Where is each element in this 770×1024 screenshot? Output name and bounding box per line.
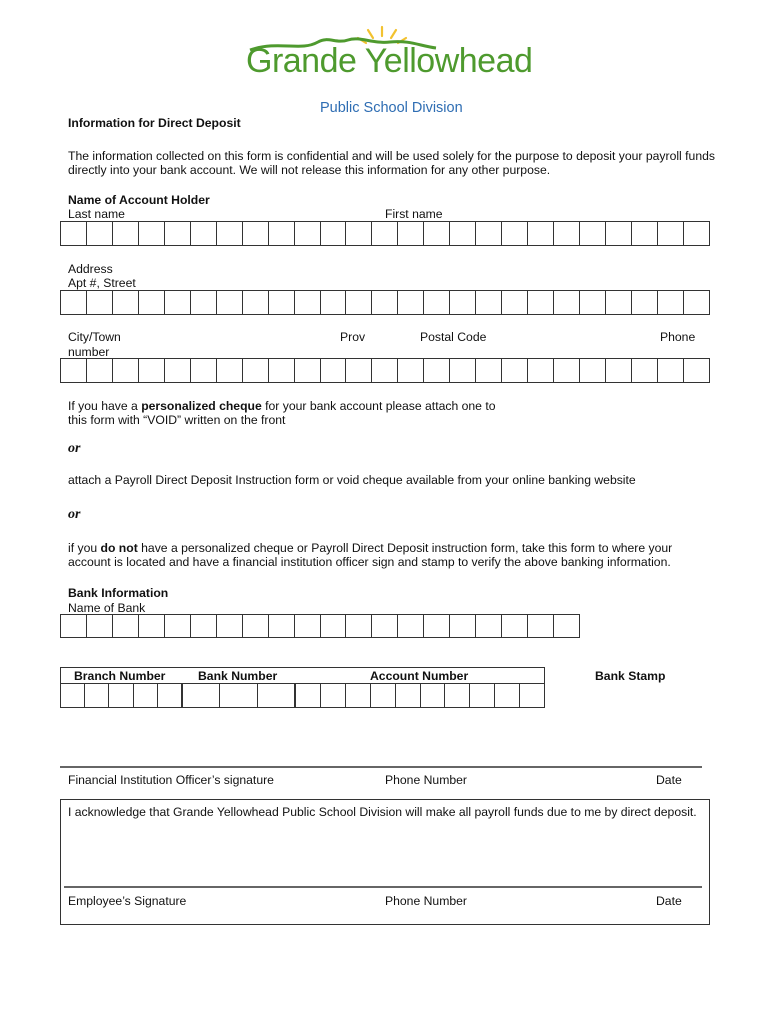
- char-box[interactable]: [528, 359, 554, 382]
- char-box[interactable]: [85, 684, 109, 707]
- char-box[interactable]: [139, 615, 165, 637]
- char-box[interactable]: [321, 359, 347, 382]
- char-box[interactable]: [113, 359, 139, 382]
- char-box[interactable]: [321, 291, 347, 314]
- char-box[interactable]: [217, 291, 243, 314]
- char-box[interactable]: [502, 359, 528, 382]
- char-box[interactable]: [398, 291, 424, 314]
- account-number-label: Account Number: [370, 669, 469, 683]
- char-box[interactable]: [372, 291, 398, 314]
- char-box[interactable]: [139, 359, 165, 382]
- char-box[interactable]: [243, 615, 269, 637]
- char-box[interactable]: [220, 684, 257, 707]
- char-box[interactable]: [269, 291, 295, 314]
- bank-number-boxes[interactable]: [182, 683, 295, 708]
- attach-text: attach a Payroll Direct Deposit Instruction form or void cheque available from your online banking website: [68, 473, 636, 487]
- char-box[interactable]: [398, 615, 424, 637]
- char-box[interactable]: [450, 615, 476, 637]
- char-box[interactable]: [470, 684, 495, 707]
- officer-date-label: Date: [656, 773, 682, 787]
- char-box[interactable]: [554, 222, 580, 245]
- cheque-text: [68, 399, 496, 413]
- cheque-bold: personalized cheque: [141, 399, 262, 413]
- bank-number-label: Bank Number: [198, 669, 278, 683]
- char-box[interactable]: [632, 222, 658, 245]
- first-name-label: First name: [385, 207, 443, 221]
- officer-signature-label: Financial Institution Officer’s signature: [68, 773, 274, 787]
- employee-phone-label: Phone Number: [385, 894, 467, 908]
- char-box[interactable]: [295, 359, 321, 382]
- char-box[interactable]: [528, 222, 554, 245]
- char-box[interactable]: [658, 359, 684, 382]
- intro-text: The information collected on this form is confidential and will be used solely for the purpose to deposit your payroll funds directly into your bank account. We will not release this information for any other purpose.: [68, 149, 715, 177]
- address-boxes[interactable]: [60, 290, 710, 315]
- char-box[interactable]: [502, 222, 528, 245]
- char-box[interactable]: [580, 222, 606, 245]
- char-box[interactable]: [346, 222, 372, 245]
- char-box[interactable]: [61, 222, 87, 245]
- phone-label: Phone: [660, 330, 696, 344]
- char-box[interactable]: [476, 615, 502, 637]
- donot-bold: do not: [100, 541, 138, 555]
- char-box[interactable]: [139, 222, 165, 245]
- char-box[interactable]: [606, 359, 632, 382]
- bank-name-boxes[interactable]: [60, 614, 580, 638]
- cheque-post: for your bank account please attach one to: [261, 399, 496, 413]
- char-box[interactable]: [321, 222, 347, 245]
- char-box[interactable]: [243, 359, 269, 382]
- char-box[interactable]: [476, 222, 502, 245]
- char-box[interactable]: [580, 359, 606, 382]
- char-box[interactable]: [424, 615, 450, 637]
- prov-label: Prov: [340, 330, 366, 344]
- char-box[interactable]: [243, 291, 269, 314]
- char-box[interactable]: [87, 222, 113, 245]
- char-box[interactable]: [658, 222, 684, 245]
- city-number-label: number: [68, 345, 110, 359]
- holder-heading: Name of Account Holder: [68, 193, 210, 207]
- employee-signature-line[interactable]: [64, 886, 702, 888]
- char-box[interactable]: [269, 359, 295, 382]
- char-box[interactable]: [134, 684, 158, 707]
- char-box[interactable]: [191, 291, 217, 314]
- char-box[interactable]: [528, 291, 554, 314]
- char-box[interactable]: [424, 222, 450, 245]
- char-box[interactable]: [495, 684, 520, 707]
- char-box[interactable]: [87, 291, 113, 314]
- char-box[interactable]: [445, 684, 470, 707]
- char-box[interactable]: [606, 291, 632, 314]
- char-box[interactable]: [528, 615, 554, 637]
- char-box[interactable]: [139, 291, 165, 314]
- char-box[interactable]: [87, 615, 113, 637]
- char-box[interactable]: [346, 684, 371, 707]
- city-boxes[interactable]: [60, 358, 710, 383]
- char-box[interactable]: [61, 291, 87, 314]
- char-box[interactable]: [450, 359, 476, 382]
- char-box[interactable]: [346, 291, 372, 314]
- logo: [240, 22, 540, 122]
- char-box[interactable]: [109, 684, 133, 707]
- char-box[interactable]: [606, 222, 632, 245]
- bank-name-label: Name of Bank: [68, 601, 146, 615]
- char-box[interactable]: [61, 615, 87, 637]
- char-box[interactable]: [61, 684, 85, 707]
- cheque-pre: If you have a: [68, 399, 142, 413]
- employee-date-label: Date: [656, 894, 682, 908]
- char-box[interactable]: [580, 291, 606, 314]
- char-box[interactable]: [554, 615, 580, 637]
- char-box[interactable]: [258, 684, 295, 707]
- char-box[interactable]: [658, 291, 684, 314]
- char-box[interactable]: [450, 291, 476, 314]
- donot-line2: account is located and have a financial institution officer sign and stamp to verify the above banking information.: [68, 555, 671, 569]
- donot-text: [68, 541, 672, 555]
- char-box[interactable]: [295, 291, 321, 314]
- acknowledge-text: I acknowledge that Grande Yellowhead Public School Division will make all payroll funds due to me by direct deposit.: [68, 805, 697, 819]
- char-box[interactable]: [371, 684, 396, 707]
- char-box[interactable]: [217, 359, 243, 382]
- char-box[interactable]: [554, 359, 580, 382]
- char-box[interactable]: [296, 684, 321, 707]
- char-box[interactable]: [520, 684, 545, 707]
- char-box[interactable]: [684, 291, 710, 314]
- char-box[interactable]: [217, 615, 243, 637]
- char-box[interactable]: [269, 222, 295, 245]
- char-box[interactable]: [396, 684, 421, 707]
- char-box[interactable]: [346, 359, 372, 382]
- char-box[interactable]: [424, 359, 450, 382]
- char-box[interactable]: [502, 615, 528, 637]
- char-box[interactable]: [476, 359, 502, 382]
- employee-signature-label: Employee’s Signature: [68, 894, 187, 908]
- account-number-boxes[interactable]: [295, 683, 545, 708]
- char-box[interactable]: [191, 222, 217, 245]
- char-box[interactable]: [476, 291, 502, 314]
- char-box[interactable]: [321, 684, 346, 707]
- char-box[interactable]: [165, 291, 191, 314]
- address-label: Address: [68, 262, 113, 276]
- char-box[interactable]: [684, 359, 710, 382]
- char-box[interactable]: [684, 222, 710, 245]
- donot-post: have a personalized cheque or Payroll Direct Deposit instruction form, take this form to where your: [137, 541, 673, 555]
- char-box[interactable]: [87, 359, 113, 382]
- char-box[interactable]: [165, 222, 191, 245]
- char-box[interactable]: [372, 615, 398, 637]
- last-name-label: Last name: [68, 207, 125, 221]
- char-box[interactable]: [165, 615, 191, 637]
- apt-street-label: Apt #, Street: [68, 276, 136, 290]
- city-label: City/Town: [68, 330, 121, 344]
- char-box[interactable]: [243, 222, 269, 245]
- bank-stamp-label: Bank Stamp: [595, 669, 666, 683]
- char-box[interactable]: [450, 222, 476, 245]
- name-boxes[interactable]: [60, 221, 710, 246]
- or-1: or: [68, 441, 81, 456]
- char-box[interactable]: [269, 615, 295, 637]
- char-box[interactable]: [191, 615, 217, 637]
- char-box[interactable]: [61, 359, 87, 382]
- char-box[interactable]: [191, 359, 217, 382]
- char-box[interactable]: [165, 359, 191, 382]
- char-box[interactable]: [113, 222, 139, 245]
- branch-number-boxes[interactable]: [60, 683, 182, 708]
- logo-subtitle: Public School Division: [320, 100, 463, 116]
- char-box[interactable]: [113, 291, 139, 314]
- char-box[interactable]: [632, 359, 658, 382]
- branch-number-label: Branch Number: [74, 669, 166, 683]
- char-box[interactable]: [372, 359, 398, 382]
- or-2: or: [68, 507, 81, 522]
- cheque-line2: this form with “VOID” written on the front: [68, 413, 286, 427]
- char-box[interactable]: [424, 291, 450, 314]
- char-box[interactable]: [632, 291, 658, 314]
- bank-heading: Bank Information: [68, 586, 169, 600]
- officer-signature-line[interactable]: [60, 766, 702, 768]
- char-box[interactable]: [346, 615, 372, 637]
- char-box[interactable]: [295, 615, 321, 637]
- char-box[interactable]: [398, 222, 424, 245]
- char-box[interactable]: [321, 615, 347, 637]
- char-box[interactable]: [158, 684, 182, 707]
- char-box[interactable]: [183, 684, 220, 707]
- page-title: Information for Direct Deposit: [68, 116, 241, 130]
- logo-name: Grande Yellowhead: [246, 42, 533, 80]
- char-box[interactable]: [217, 222, 243, 245]
- char-box[interactable]: [502, 291, 528, 314]
- postal-label: Postal Code: [420, 330, 487, 344]
- char-box[interactable]: [372, 222, 398, 245]
- char-box[interactable]: [113, 615, 139, 637]
- donot-pre: if you: [68, 541, 101, 555]
- char-box[interactable]: [295, 222, 321, 245]
- char-box[interactable]: [421, 684, 446, 707]
- char-box[interactable]: [398, 359, 424, 382]
- officer-phone-label: Phone Number: [385, 773, 467, 787]
- char-box[interactable]: [554, 291, 580, 314]
